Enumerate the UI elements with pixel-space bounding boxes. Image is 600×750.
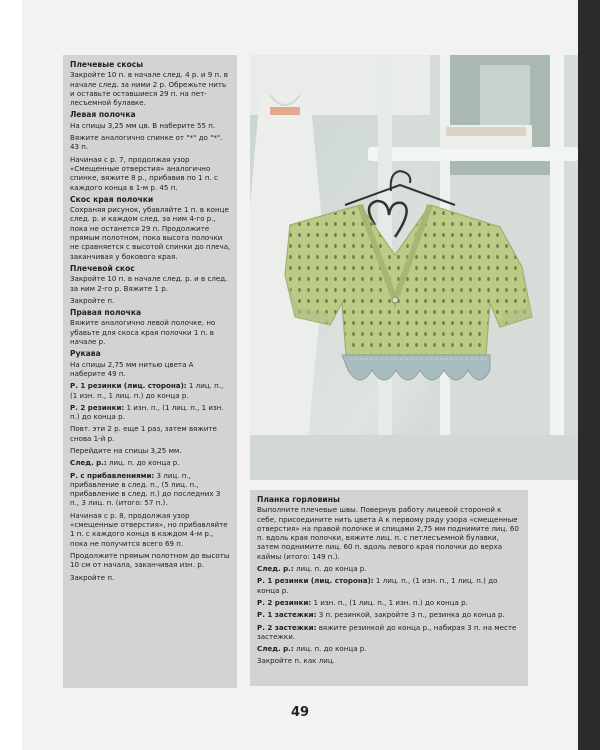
instruction-paragraph xyxy=(70,70,231,107)
instruction-paragraph xyxy=(257,505,522,561)
instruction-paragraph xyxy=(70,446,231,455)
row-label: Р. 2 застежки: xyxy=(257,622,317,632)
instruction-row xyxy=(257,610,522,619)
instruction-text: 3 п. резинкой, закройте 3 п., резинка до конца р. xyxy=(316,610,505,620)
section-heading: Плечевой скос xyxy=(70,263,135,273)
neckband-instructions-box xyxy=(250,490,528,686)
instruction-text: Продолжите прямым полотном до высоты 10 см от начала, заканчивая изн. р. xyxy=(70,550,230,570)
instruction-row xyxy=(257,644,522,653)
instruction-text: Повт. эти 2 р. еще 1 раз, затем вяжите снова 1-й р. xyxy=(70,424,217,443)
instruction-text: Закройте 10 п. в начале след. 4 р. и 9 п. в начале след. за ними 2 р. Обрежьте нить и оставьте оставшиеся 29 п. на пет-лесъемной булавке. xyxy=(70,70,228,108)
instruction-row xyxy=(257,576,522,595)
row-label: След. р.: xyxy=(70,458,107,468)
instruction-row xyxy=(70,458,231,467)
instruction-text: 1 изн. п., (1 лиц. п., 1 изн. п.) до конца р. xyxy=(311,597,468,607)
instruction-text: лиц. п. до конца р. xyxy=(106,458,180,468)
section-heading: Скос края полочки xyxy=(70,194,154,204)
instruction-text: Выполните плечевые швы. Повернув работу лицевой стороной к себе, присоедините нить цвета А к первому ряду узора «смещенные отверстия» на правой полочке и спицами 2,75 мм поднимите лиц. 60 п. вдоль края полочки, вяжите лиц. п. с петлесъемной булавки, затем поднимите лиц. 60 п. вдоль левого края полочки до верха каймы (итого: 149 п.). xyxy=(257,505,519,561)
instruction-text: Начиная с р. 7, продолжая узор «Смещенные отверстия» аналогично спинке, вяжите 8 р., прибавив по 1 п. с каждого конца в 1-м р. 45 п. xyxy=(70,154,218,192)
instruction-text: 1 изн. п., (1 лиц. п., 1 изн. п.) до конца р. xyxy=(70,402,224,422)
instruction-paragraph xyxy=(70,318,231,346)
cardigan-photo xyxy=(250,55,578,480)
instruction-text: Вяжите аналогично левой полочке, но убавьте для скоса края полочки 1 п. в начале р. xyxy=(70,318,216,347)
instruction-row xyxy=(70,403,231,422)
instruction-text: Закройте 10 п. в начале след. р. и в след. за ним 2-го р. Вяжите 1 р. xyxy=(70,274,228,293)
instructions-column xyxy=(63,55,237,688)
instruction-row xyxy=(70,471,231,508)
section-heading: Рукава xyxy=(70,349,101,359)
instruction-paragraph xyxy=(70,424,231,443)
row-label: След. р.: xyxy=(257,644,294,654)
instruction-text: Закройте п. как лиц. xyxy=(257,656,335,666)
instruction-paragraph xyxy=(257,656,522,665)
instruction-row xyxy=(70,381,231,400)
instruction-text: Начиная с р. 8, продолжая узор «смещенные отверстия», но прибавляйте 1 п. с каждого конца в каждом 4-м р., пока не получится всего 69 п. xyxy=(70,510,228,548)
row-label: Р. 1 застежки: xyxy=(257,610,317,620)
instruction-text: Вяжите аналогично спинке от "*" до "*". 43 п. xyxy=(70,133,223,152)
instruction-paragraph xyxy=(70,205,231,261)
instruction-row xyxy=(257,598,522,607)
instruction-row xyxy=(257,623,522,642)
instruction-text: лиц. п. до конца р. xyxy=(293,564,367,574)
page-number: 49 xyxy=(290,705,310,720)
row-label: След. р.: xyxy=(257,564,294,574)
instruction-paragraph xyxy=(70,155,231,192)
instruction-paragraph xyxy=(70,133,231,152)
instruction-paragraph xyxy=(70,511,231,548)
row-label: Р. с прибавлениями: xyxy=(70,470,155,480)
section-heading: Левая полочка xyxy=(70,110,136,120)
instruction-text: 1 лиц. п., (1 изн. п., 1 лиц. п.) до конца р. xyxy=(70,381,224,400)
instruction-paragraph xyxy=(70,360,231,379)
instruction-text: 1 лиц. п., (1 изн. п., 1 лиц. п.) до конца р. xyxy=(257,576,498,595)
instruction-paragraph xyxy=(70,274,231,293)
instruction-text: лиц. п. до конца р. xyxy=(293,644,367,654)
section-heading: Плечевые скосы xyxy=(70,60,144,69)
instruction-text: На спицы 2,75 мм нитью цвета А наберите 49 п. xyxy=(70,359,194,378)
instruction-text: Закройте п. xyxy=(70,572,115,582)
instruction-row xyxy=(257,564,522,573)
instruction-paragraph xyxy=(70,573,231,582)
instruction-text: Закройте п. xyxy=(70,295,115,305)
row-label: Р. 2 резинки: xyxy=(70,402,125,412)
instruction-text: На спицы 3,25 мм цв. В наберите 55 п. xyxy=(70,120,216,130)
instruction-text: Перейдите на спицы 3,25 мм. xyxy=(70,445,182,455)
section-heading: Планка горловины xyxy=(257,495,340,504)
cardigan-photo-illustration xyxy=(250,55,578,480)
instruction-text: 3 лиц. п., прибавление в след. п., (5 лиц. п., прибавление в след. п.) до последних 3 п., 3 лиц. п. (итого: 57 п.). xyxy=(70,470,221,508)
row-label: Р. 1 резинки (лиц. сторона): xyxy=(257,576,374,586)
section-heading: Правая полочка xyxy=(70,308,142,318)
instruction-paragraph xyxy=(70,296,231,305)
page-edge-shadow xyxy=(578,0,600,750)
instruction-paragraph xyxy=(70,551,231,570)
row-label: Р. 1 резинки (лиц. сторона): xyxy=(70,381,187,391)
instruction-text: вяжите резинкой до конца р., набирая 3 п. на месте застежки. xyxy=(257,622,517,641)
instruction-text: Сохраняя рисунок, убавляйте 1 п. в конце след. р. и каждом след. за ним 4-го р., пока не останется 29 п. Продолжите прямым полотном, пока высота полочки не сравняется с высотой спинки до плеча, заканчивая у бокового края. xyxy=(70,205,231,261)
instruction-paragraph xyxy=(70,121,231,130)
row-label: Р. 2 резинки: xyxy=(257,597,312,607)
